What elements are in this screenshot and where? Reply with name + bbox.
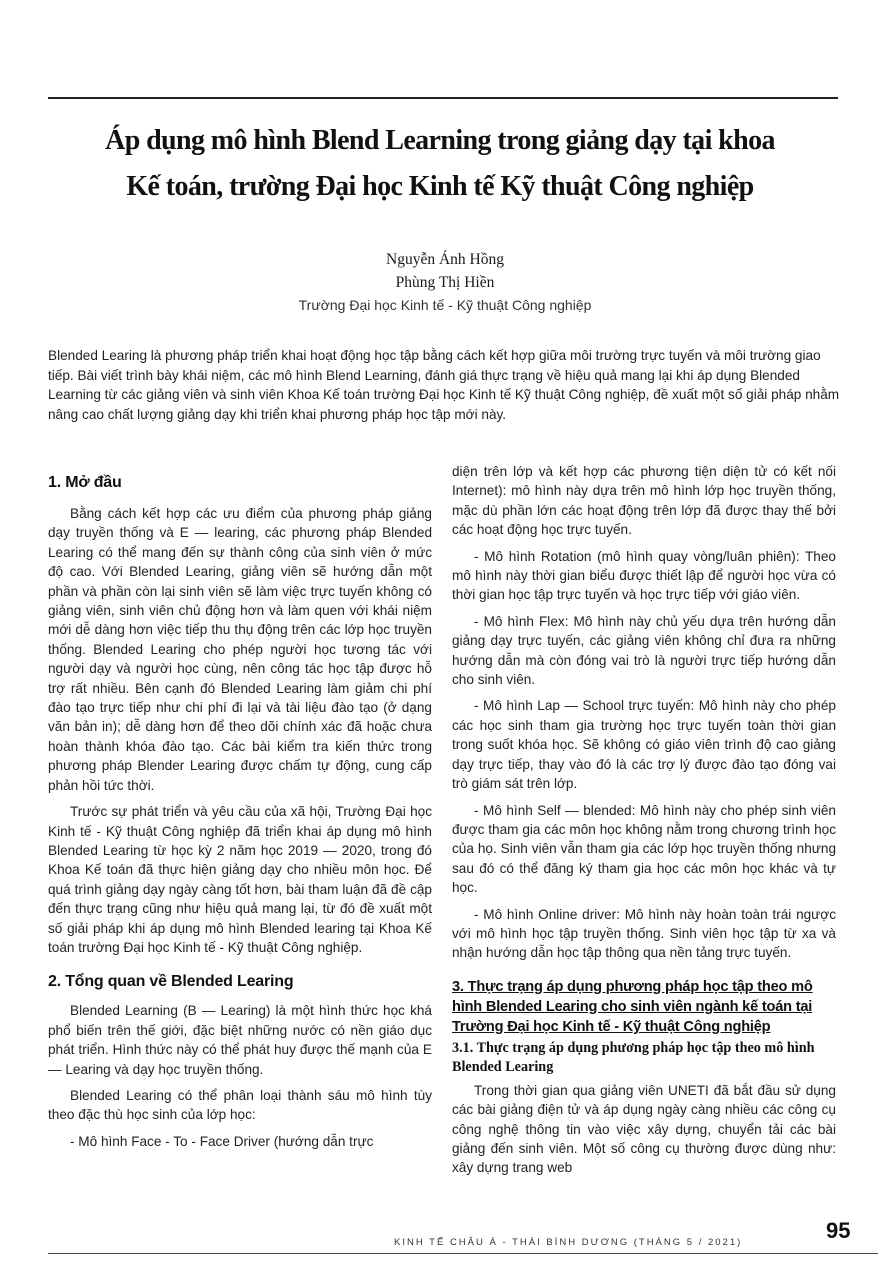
page-number: 95	[826, 1218, 851, 1243]
subsection-heading: 3.1. Thực trạng áp dụng phương pháp học tập theo mô hình Blended Learing	[452, 1039, 815, 1075]
list-item: - Mô hình Self — blended: Mô hình này cho phép sinh viên được tham gia các môn học không nằm trong chương trình học của họ. Sinh viên vẫn tham gia các lớp học truyền thống nhưng sau đó có thể đăng ký tham gia học các môn học khác và tự học.	[452, 802, 836, 896]
paragraph: Trong thời gian qua giảng viên UNETI đã bắt đầu sử dụng các bài giảng điện tử và áp dụng ngày càng nhiều các công cụ công nghệ thông tin vào việc xây dựng, chuyển tải các bài giảng đến sinh viên. Một số công cụ thường được dùng như: xây dựng trang web	[452, 1082, 836, 1176]
paragraph: - Mô hình Face - To - Face Driver (hướng dẫn trực	[70, 1133, 374, 1149]
list-item: - Mô hình Online driver: Mô hình này hoàn toàn trái ngược với mô hình học tập truyền thống. Sinh viên học tập từ xa và nhận hướng dẫn học tập thông qua nền tảng trực tuyến.	[452, 906, 836, 961]
author-affiliation: Trường Đại học Kinh tế - Kỹ thuật Công nghiệp	[298, 297, 592, 313]
author-name: Phùng Thị Hiền	[395, 274, 495, 291]
bottom-rule	[48, 1253, 878, 1254]
paragraph: Trước sự phát triển và yêu cầu của xã hội, Trường Đại học Kinh tế - Kỹ thuật Công nghiệp đã triển khai áp dụng mô hình Blended Learing từ học kỳ 2 năm học 2019 — 2020, trong đó Khoa Kế toán đã thực hiện giảng dạy cho nhiều môn học. Để quá trình giảng dạy ngày càng tốt hơn, bài tham luận đã đề cập đến thực trạng cũng như hiệu quả mang lại, từ đó đề xuất một số giải pháp khi áp dụng mô hình Blended learing tại Khoa Kế toán trường Đại học Kinh tế - Kỹ thuật Công nghiệp.	[48, 804, 432, 955]
article-title	[40, 118, 840, 210]
paragraph: Blended Learning (B — Learing) là một hình thức học khá phổ biến trên thế giới, đặc biệt những nước có nền giáo dục phát triển. Hình thức này có thể phát huy được thế mạnh của E — Learing và dạy học truyền thống.	[48, 1003, 432, 1077]
paragraph: diện trên lớp và kết hợp các phương tiện diện tử có kết nối Internet): mô hình này dựa trên mô hình lớp học truyền thống, mặc dù phần lớn các hoạt động trên lớp đã được thay thế bởi các hoạt động học trực tuyến.	[452, 464, 836, 538]
author-name: Nguyễn Ánh Hồng	[386, 251, 504, 268]
list-item: - Mô hình Flex: Mô hình này chủ yếu dựa trên hướng dẫn giảng dạy trực tuyến, các giảng viên không chỉ đưa ra những hướng dẫn mà còn đóng vai trò là người trực tiếp hướng dẫn cho sinh viên.	[452, 613, 836, 688]
right-column	[452, 462, 836, 1185]
section-heading: 3. Thực trạng áp dụng phương pháp học tập theo mô hình Blended Learing cho sinh viên ngành kế toán tại Trường Đại học Kinh tế - Kỹ thuật Công nghiệp	[452, 978, 813, 1035]
left-column	[48, 462, 432, 1158]
list-item: - Mô hình Lap — School trực tuyến: Mô hình này cho phép các học sinh tham gia trường học trực tuyến toàn thời gian trong suốt khóa học. Sẽ không có giáo viên trình độ cao giảng dạy trực tiếp, thay vào đó là các trợ lý được đào tạo đóng vai trò giám sát trên lớp.	[452, 698, 836, 792]
paragraph: Blended Learing có thể phân loại thành sáu mô hình tùy theo đặc thù học sinh của lớp học:	[48, 1087, 432, 1123]
title-line-2: Kế toán, trường Đại học Kinh tế Kỹ thuật Công nghiệp	[126, 171, 754, 202]
section-heading: 2. Tổng quan về Blended Learing	[48, 973, 294, 991]
top-rule	[48, 97, 838, 99]
title-line-1: Áp dụng mô hình Blend Learning trong giảng dạy tại khoa	[105, 125, 775, 156]
journal-footer: KINH TẾ CHÂU Á - THÁI BÌNH DƯƠNG (THÁNG 5 / 2021)	[394, 1237, 743, 1248]
abstract: Blended Learing là phương pháp triển khai hoạt động học tập bằng cách kết hợp giữa môi trường trực tuyến và môi trường giao tiếp. Bài viết trình bày khái niệm, các mô hình Blend Learning, đánh giá thực trạng về hiệu quả mang lại khi áp dụng Blended Learning từ các giảng viên và sinh viên Khoa Kế toán trường Đại học Kinh tế Kỹ thuật Công nghiệp, đề xuất một số giải pháp nhằm nâng cao chất lượng giảng dạy khi triển khai phương pháp học tập mới này.	[48, 348, 840, 422]
paragraph: Bằng cách kết hợp các ưu điểm của phương pháp giảng dạy truyền thống và E — learing, các phương pháp Blended Learing có thể mang đến sự thành công của sinh viên ở mức độ cao. Với Blended Learing, giảng viên sẽ hướng dẫn một phần và phần còn lại sinh viên sẽ làm việc trực tuyến không có giảng viên, sinh viên chủ động hơn và làm quen với khái niệm mới dễ dàng hơn việc tiếp thu thụ động trên các lớp học truyền thống. Blended Learing cho phép người học tương tác với người dạy và người học cùng, nên công tác học tập được hỗ trợ rất nhiều. Bên cạnh đó Blended Learing làm giảm chi phí đào tạo trực tiếp như chi phí đi lại và tài liệu đào tạo (ở dạng văn bản in); dễ dàng hơn để theo dõi chính xác đã hoặc chưa hoàn thành khóa đào tạo. Các bài kiểm tra kiến thức trong phương pháp Blender Learing được chấm tự động, cung cấp phản hồi tức thời.	[48, 506, 432, 793]
section-heading: 1. Mở đầu	[48, 474, 122, 491]
list-item: - Mô hình Rotation (mô hình quay vòng/luân phiên): Theo mô hình này thời gian biểu được thiết lập để người học vừa có thời gian học tập trực tuyến và học trực tiếp với giáo viên.	[452, 548, 836, 603]
author-block	[260, 248, 630, 317]
